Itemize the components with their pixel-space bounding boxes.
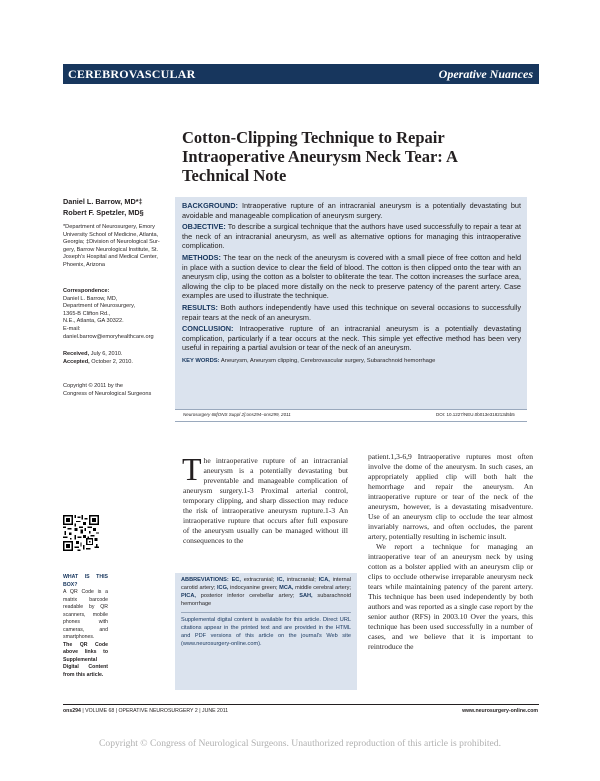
abbreviation-def: intracranial;	[286, 577, 316, 583]
abbreviation-def: middle cerebral artery;	[295, 585, 351, 591]
footer-left	[63, 708, 228, 714]
abbreviation: ICA,	[318, 577, 330, 583]
author-list	[63, 196, 168, 218]
correspondence-line: E-mail:	[63, 325, 81, 332]
abstract-heading: RESULTS:	[182, 302, 218, 312]
section-label: CEREBROVASCULAR	[68, 67, 196, 81]
abstract-box	[175, 197, 527, 409]
qr-explanation	[63, 574, 108, 679]
email-link[interactable]: daniel.barrow@emoryhealthcare.org	[63, 333, 154, 340]
abbreviation: MCA,	[279, 585, 294, 591]
received-label: Received,	[63, 351, 90, 357]
abbreviations-list	[181, 576, 351, 608]
body-text: he intraoperative rupture of an intracranial aneurysm is a potentially devastating but preventable and manageable complication of aneurysm surgery.1-3 Proximal arterial control, temporary clipping, and sharp dissection may reduce the risk of intraoperative aneurysm rupture.1-3 An intraoperative rupture that occurs after full exposure of the aneurysm usually can be managed without ill consequences to the	[183, 456, 348, 545]
abbreviation-def: extracranial;	[243, 577, 275, 583]
correspondence-line: 1365-B Clifton Rd.,	[63, 310, 111, 317]
drop-cap: T	[182, 451, 202, 487]
abstract-conclusion	[182, 324, 521, 353]
abstract-background	[182, 201, 521, 220]
abstract-methods	[182, 253, 521, 301]
correspondence-line: N.E., Atlanta, GA 30322.	[63, 318, 124, 325]
abbreviation-def: internal carotid artery;	[181, 577, 351, 591]
abbreviation: ICG,	[216, 585, 229, 591]
author-name: Robert F. Spetzler, MD§	[63, 208, 144, 217]
journal-citation: Neurosurgery 68[ONS Suppl 2]:ons294–ons299, 2011	[183, 412, 291, 417]
abbreviation-def: subarachnoid hemorrhage	[181, 593, 352, 607]
qr-heading: WHAT IS THIS BOX?	[63, 574, 108, 588]
copyright-watermark: Copyright © Congress of Neurological Surgeons. Unauthorized reproduction of this article is prohibited.	[99, 738, 501, 749]
received-date	[63, 351, 168, 359]
body-paragraph: patient.1,3-6,9 Intraoperative ruptures most often involve the dome of the aneurysm. In such cases, an appropriately applied clip will both halt the hemorrhage and repair the aneurysm. An intraoperative rupture or tear of the neck of the aneurysm, however, is a devastating misadventure. Use of an aneurysm clip to occlude the tear almost invariably narrows, and often occludes, the parent artery, potentially resulting in ischemic insult.	[368, 452, 533, 541]
title-line: Cotton-Clipping Technique to Repair	[182, 128, 445, 147]
affiliation-line: gery, Barrow Neurological Institute, St.	[63, 246, 159, 253]
accepted-label: Accepted,	[63, 358, 90, 365]
correspondence-line: Department of Neurosurgery,	[63, 303, 136, 310]
accepted-value: October 2, 2010.	[91, 358, 133, 365]
divider	[175, 421, 527, 422]
title-line: Intraoperative Aneurysm Neck Tear: A	[182, 147, 458, 166]
divider	[175, 409, 527, 410]
doi[interactable]: DOI: 10.1227/NEU.0b013e318213d5b5	[436, 412, 515, 417]
abbreviation: SAH,	[299, 593, 313, 599]
abbreviation: EC,	[231, 577, 241, 583]
abstract-heading: METHODS:	[182, 252, 221, 262]
journal-url[interactable]: www.neurosurgery-online.com	[462, 708, 538, 714]
keywords-heading: KEY WORDS:	[182, 357, 220, 364]
copyright-line: Copyright © 2011 by the	[63, 383, 123, 389]
body-column-2	[368, 452, 533, 652]
body-paragraph: We report a technique for managing an intraoperative tear of an aneurysm neck by using cotton as a bolster applied with an aneurysm clip or clips to occlude otherwise irreparable aneurysm neck tears while maintaining patency of the parent artery. This technique has been used independently by both authors and was reported as a single case report by the senior author (RFS) in 2003.10 Over the years, this technique has been used successfully in a number of cases, and we believe that it is important to reintroduce the	[368, 542, 533, 651]
footer-rule	[63, 704, 539, 705]
abstract-heading: BACKGROUND:	[182, 201, 238, 210]
abbreviations-heading: ABBREVIATIONS:	[181, 577, 229, 583]
dates	[63, 351, 168, 366]
correspondence-heading: Correspondence:	[63, 288, 110, 294]
abbreviations-box	[175, 573, 357, 690]
abstract-text: Intraoperative rupture of an intracranial aneurysm is a potentially devastating complication, particularly if a tear occurs at the neck. This simple yet effective method has been very useful in repairing a partial avulsion or tear of the neck of an aneurysm.	[182, 324, 522, 353]
affiliation-line: University School of Medicine, Atlanta,	[63, 231, 159, 238]
copyright-line: Congress of Neurological Surgeons	[63, 390, 152, 397]
abbreviation-def: indocyanine green;	[230, 585, 278, 591]
abstract-heading: OBJECTIVE:	[182, 222, 226, 232]
abstract-text: To describe a surgical technique that the authors have used successfully to repair a tear at the neck of an intracranial aneurysm, as well as alternative options for managing this intraoperative complication.	[182, 222, 521, 251]
abstract-text: Both authors independently have used this technique on several occasions to successfully repair tears at the neck of an aneurysm.	[182, 302, 521, 322]
article-title	[182, 128, 512, 185]
qr-text-bold: The QR Code above links to Supplemental Digital Content from this article.	[63, 641, 108, 678]
correspondence-line: Daniel L. Barrow, MD,	[63, 295, 118, 302]
copyright-notice	[63, 383, 168, 398]
abbreviation: PICA,	[181, 593, 196, 599]
body-paragraph	[182, 451, 348, 546]
abstract-objective	[182, 222, 521, 251]
affiliation-line: *Department of Neurosurgery, Emory	[63, 224, 155, 230]
category-label: Operative Nuances	[438, 67, 533, 81]
qr-text: A QR Code is a matrix barcode readable by QR scanners, mobile phones with cameras, and smartphones.	[63, 589, 108, 640]
accepted-date	[63, 359, 168, 367]
divider	[181, 612, 351, 613]
supplemental-note: Supplemental digital content is available for this article. Direct URL citations appear in the printed text and are provided in the HTML and PDF versions of this article on the journal's Web site (www.neurosurgery-online.com).	[181, 617, 351, 647]
received-value: July 6, 2010.	[90, 351, 123, 357]
abstract-results	[182, 303, 521, 322]
abstract-text: The tear on the neck of the aneurysm is covered with a small piece of free cotton and held in place with a suction device to clear the field of blood. The cotton is then clipped onto the tear with an aneurysm clip, using the cotton as a bolster to obliterate the tear. The cotton increases the surface area, allowing the clip to be placed more distally on the neck to preserve patency of the parent artery. Case examples are used to illustrate the technique.	[182, 252, 521, 301]
author-name: Daniel L. Barrow, MD*‡	[63, 197, 143, 206]
abstract-text: Intraoperative rupture of an intracranial aneurysm is a potentially devastating but avoidable and manageable complication of aneurysm surgery.	[182, 201, 522, 220]
affiliations	[63, 224, 168, 270]
title-line: Technical Note	[182, 166, 287, 185]
abbreviation-def: posterior inferior cerebellar artery;	[200, 593, 295, 599]
qr-code-image[interactable]	[63, 515, 99, 551]
section-band	[63, 64, 539, 84]
abstract-heading: CONCLUSION:	[182, 324, 234, 334]
keywords	[182, 357, 521, 365]
keywords-text: Aneurysm, Aneurysm clipping, Cerebrovascular surgery, Subarachnoid hemorrhage	[220, 357, 436, 364]
page-number: ons294	[63, 708, 81, 714]
affiliation-line: Georgia; ‡Division of Neurological Sur-	[63, 239, 160, 246]
affiliation-line: Phoenix, Arizona	[63, 261, 105, 268]
issue-info: | VOLUME 68 | OPERATIVE NEUROSURGERY 2 | JUNE 2011	[82, 708, 229, 714]
affiliation-line: Joseph's Hospital and Medical Center,	[63, 254, 158, 261]
abbreviation: IC,	[276, 577, 285, 583]
correspondence	[63, 288, 168, 341]
body-column-1	[182, 451, 348, 546]
